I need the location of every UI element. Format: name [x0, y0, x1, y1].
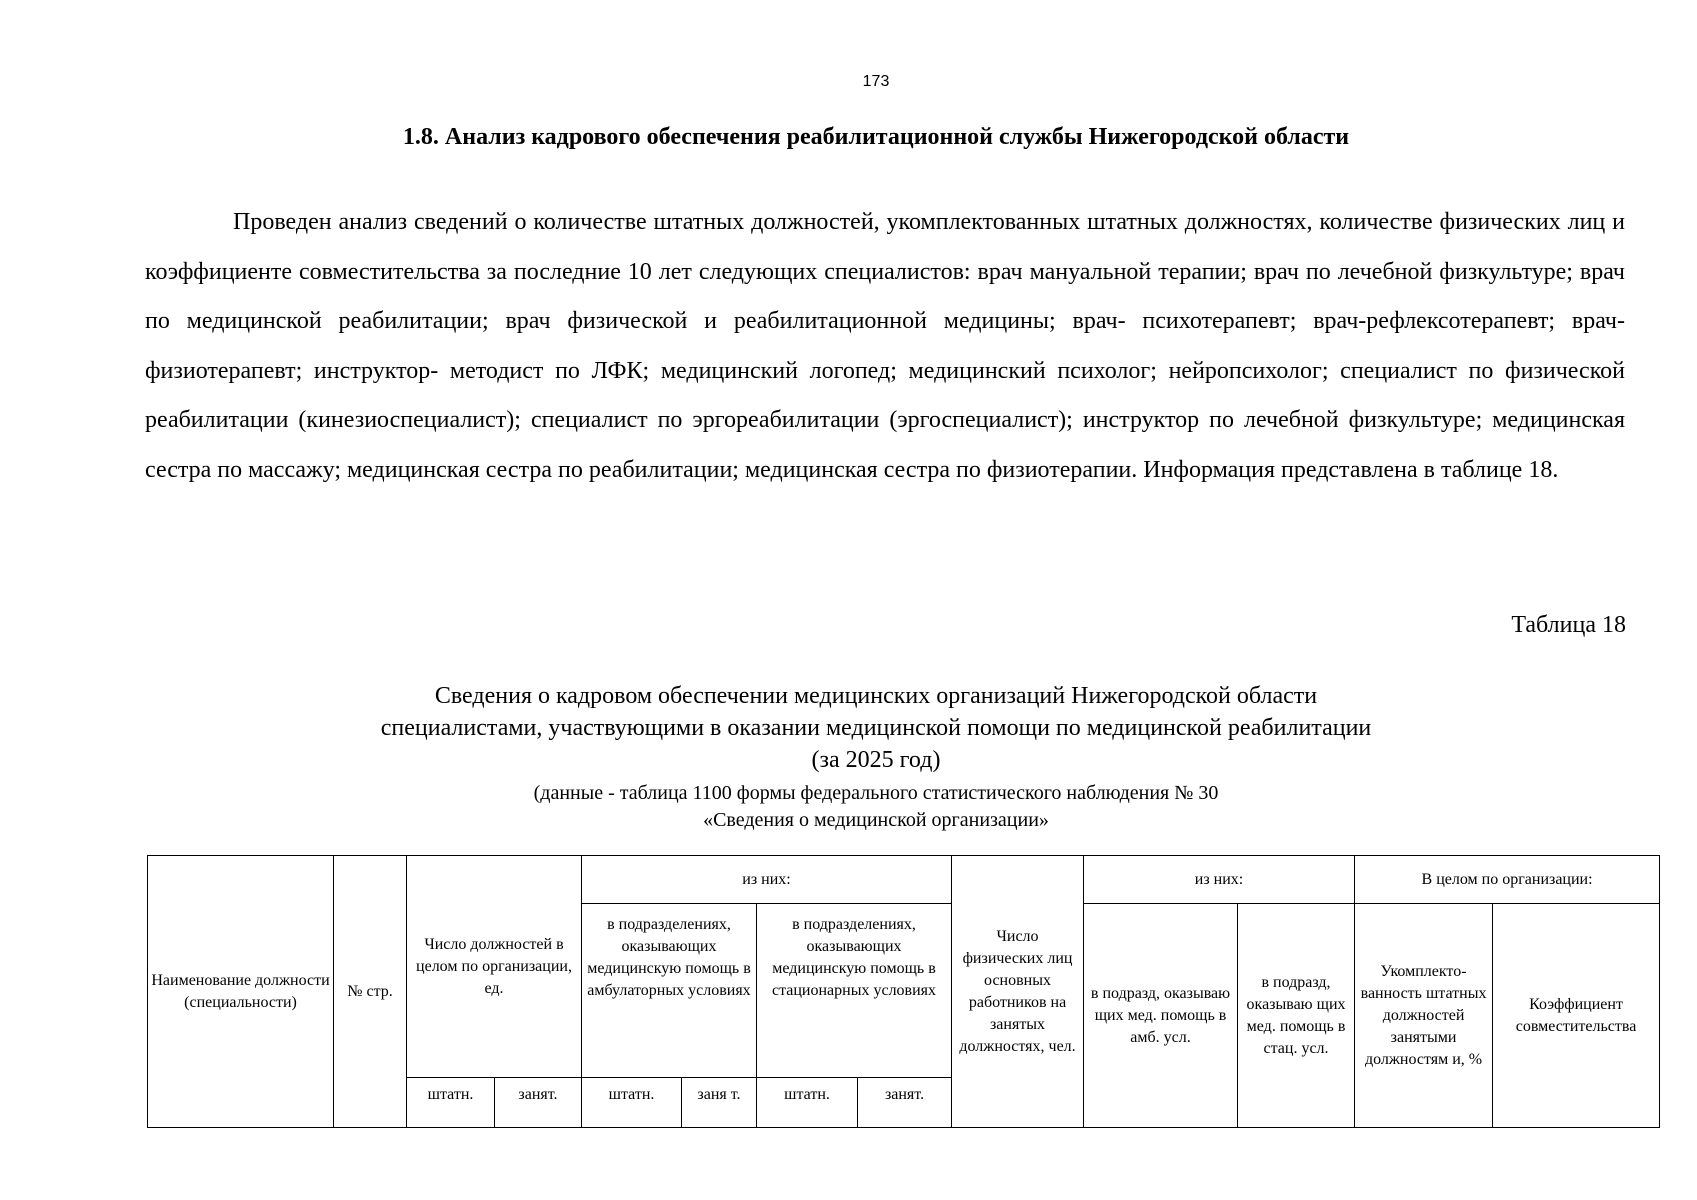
subheader-staff-total: штатн.	[407, 1078, 495, 1128]
header-positions-total: Число должностей в целом по организации, ед.	[407, 856, 582, 1078]
header-individuals-count: Число физических лиц основных работников на занятых должностях, чел.	[952, 856, 1084, 1128]
header-inpatient-units: в подразделениях, оказывающих медицинскую помощь в стационарных условиях	[757, 904, 952, 1078]
table-caption-line-1: Сведения о кадровом обеспечении медицинских организаций Нижегородской области	[434, 683, 1318, 709]
subheader-staff-inpatient: штатн.	[757, 1078, 858, 1128]
subheader-occupied-ambulatory: заня т.	[682, 1078, 757, 1128]
table-caption-line-2: специалистами, участвующими в оказании медицинской помощи по медицинской реабилитации	[380, 715, 1372, 741]
section-heading: 1.8. Анализ кадрового обеспечения реабилитационной службы Нижегородской области	[402, 124, 1350, 150]
table-header	[148, 856, 1660, 1128]
header-stac-individuals: в подразд, оказываю щих мед. помощь в стац. усл.	[1238, 904, 1355, 1128]
header-of-them-group-1: из них:	[582, 856, 952, 904]
table-caption-line-3: (за 2025 год)	[811, 747, 941, 773]
page-number: 173	[862, 73, 890, 90]
header-row-number: № стр.	[334, 856, 407, 1128]
header-amb-individuals: в подразд, оказываю щих мед. помощь в амб. усл.	[1084, 904, 1238, 1128]
header-ambulatory-units: в подразделениях, оказывающих медицинскую помощь в амбулаторных условиях	[582, 904, 757, 1078]
table-caption-line-4: (данные - таблица 1100 формы федерального статистического наблюдения № 30	[533, 782, 1219, 804]
header-combination-coefficient: Коэффициент совместительства	[1493, 904, 1660, 1128]
subheader-occupied-total: занят.	[495, 1078, 582, 1128]
staffing-table	[147, 855, 1660, 1128]
table-label: Таблица 18	[1511, 612, 1626, 638]
body-paragraph: Проведен анализ сведений о количестве штатных должностей, укомплектованных штатных должностях, количестве физических лиц и коэффициенте совместительства за последние 10 лет следующих специалистов: врач мануальной терапии; врач по лечебной физкультуре; врач по медицинской реабилитации; врач физической и реабилитационной медицины; врач- психотерапевт; врач-рефлексотерапевт; врач-физиотерапевт; инструктор- методист по ЛФК; медицинский логопед; медицинский психолог; нейропсихолог; специалист по физической реабилитации (кинезиоспециалист); специалист по эргореабилитации (эргоспециалист); инструктор по лечебной физкультуре; медицинская сестра по массажу; медицинская сестра по реабилитации; медицинская сестра по физиотерапии. Информация представлена в таблице 18.	[145, 209, 1625, 483]
table-caption-line-5: «Сведения о медицинской организации»	[703, 809, 1049, 831]
header-org-total-group: В целом по организации:	[1355, 856, 1660, 904]
header-staffing-rate: Укомплекто-ванность штатных должностей занятыми должностям и, %	[1355, 904, 1493, 1128]
subheader-staff-ambulatory: штатн.	[582, 1078, 682, 1128]
subheader-occupied-inpatient: занят.	[858, 1078, 952, 1128]
header-of-them-group-2: из них:	[1084, 856, 1355, 904]
header-position-name: Наименование должности (специальности)	[148, 856, 334, 1128]
